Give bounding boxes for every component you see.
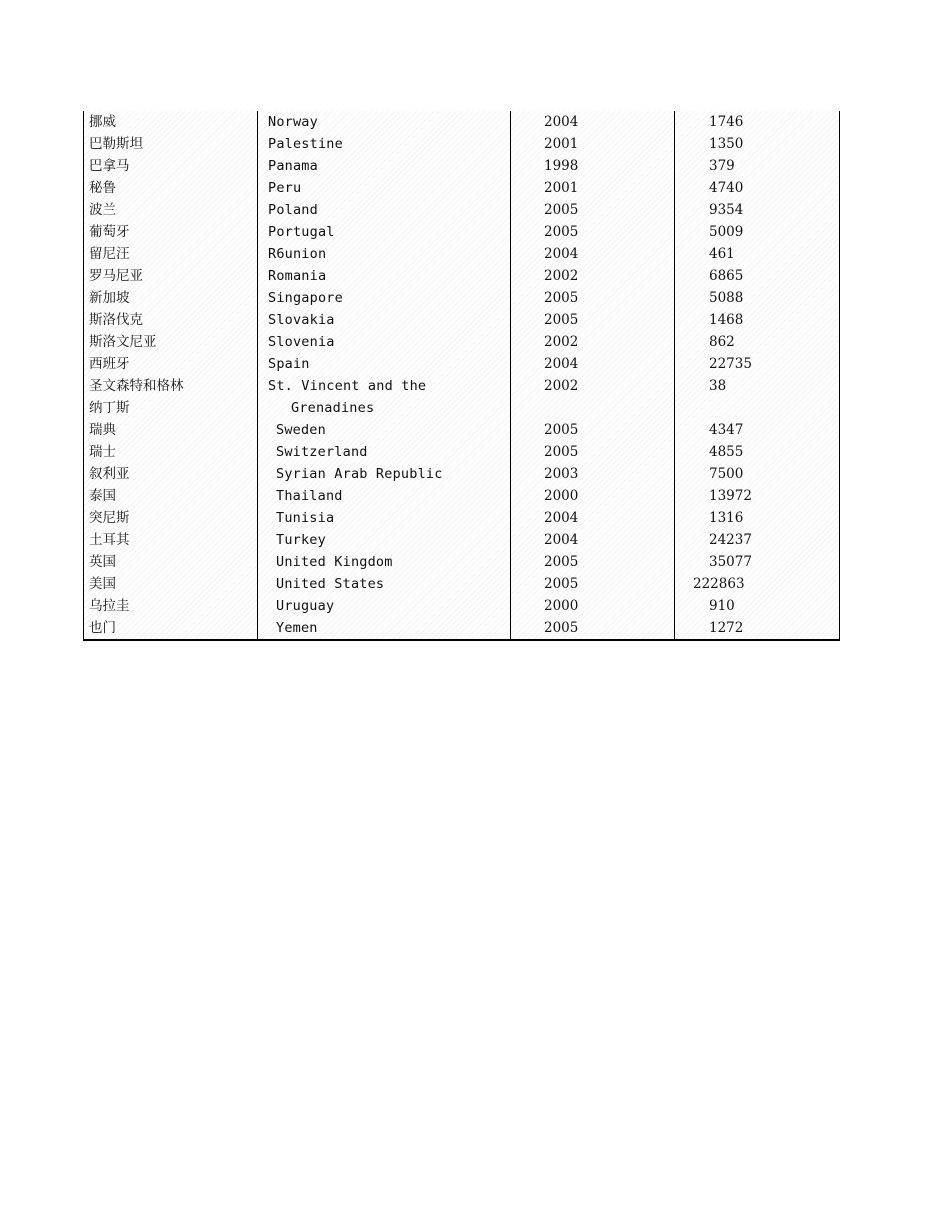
cell-english-name: R6union xyxy=(258,243,511,265)
table-row xyxy=(84,177,840,199)
cell-chinese-name: 乌拉圭 xyxy=(89,598,130,614)
cell-chinese-name: 瑞士 xyxy=(89,444,116,460)
cell-value: 4347 xyxy=(675,419,840,441)
cell-english-name: Slovakia xyxy=(258,309,511,331)
table-row xyxy=(84,595,840,617)
cell-year: 1998 xyxy=(511,155,675,177)
cell-english-name: Yemen xyxy=(258,617,511,640)
cell-english-name: Norway xyxy=(258,111,511,133)
cell-chinese-name: 圣文森特和格林 xyxy=(89,378,184,394)
cell-chinese-name: 突尼斯 xyxy=(89,510,130,526)
cell-year: 2005 xyxy=(511,441,675,463)
cell-year: 2004 xyxy=(511,111,675,133)
cell-value: 910 xyxy=(675,595,840,617)
cell-value: 1272 xyxy=(675,617,840,640)
cell-year: 2005 xyxy=(511,617,675,640)
cell-year: 2002 xyxy=(511,331,675,353)
table-row xyxy=(84,551,840,573)
cell-chinese-name: 留尼汪 xyxy=(89,246,130,262)
cell-chinese-name: 瑞典 xyxy=(89,422,116,438)
cell-value: 379 xyxy=(675,155,840,177)
cell-year: 2005 xyxy=(511,551,675,573)
cell-value: 4855 xyxy=(675,441,840,463)
cell-chinese-name: 西班牙 xyxy=(89,356,130,372)
cell-english-name: United States xyxy=(258,573,511,595)
cell-value: 1316 xyxy=(675,507,840,529)
table-row xyxy=(84,463,840,485)
cell-value: 24237 xyxy=(675,529,840,551)
cell-value: 35077 xyxy=(675,551,840,573)
cell-english-name: Turkey xyxy=(258,529,511,551)
cell-year: 2005 xyxy=(511,287,675,309)
cell-chinese-name: 秘鲁 xyxy=(89,180,116,196)
cell-value xyxy=(675,397,840,419)
table-row xyxy=(84,331,840,353)
cell-year: 2003 xyxy=(511,463,675,485)
table-row xyxy=(84,419,840,441)
cell-chinese-name: 挪威 xyxy=(89,114,116,130)
cell-value: 222863 xyxy=(675,573,840,595)
table-row xyxy=(84,485,840,507)
cell-year: 2005 xyxy=(511,199,675,221)
cell-value: 5088 xyxy=(675,287,840,309)
cell-year: 2004 xyxy=(511,353,675,375)
cell-english-name: Switzerland xyxy=(258,441,511,463)
cell-chinese-name: 波兰 xyxy=(89,202,116,218)
cell-year: 2004 xyxy=(511,529,675,551)
cell-value: 22735 xyxy=(675,353,840,375)
cell-chinese-name: 泰国 xyxy=(89,488,116,504)
table-row xyxy=(84,199,840,221)
cell-year: 2000 xyxy=(511,485,675,507)
table-row xyxy=(84,507,840,529)
table-row xyxy=(84,309,840,331)
cell-chinese-name: 英国 xyxy=(89,554,116,570)
cell-year: 2005 xyxy=(511,221,675,243)
table-row xyxy=(84,375,840,397)
table-row xyxy=(84,397,840,419)
cell-year: 2004 xyxy=(511,243,675,265)
cell-year: 2005 xyxy=(511,573,675,595)
table-row xyxy=(84,529,840,551)
cell-year xyxy=(511,397,675,419)
cell-chinese-name: 巴勒斯坦 xyxy=(89,136,143,152)
cell-year: 2005 xyxy=(511,419,675,441)
cell-chinese-name: 葡萄牙 xyxy=(89,224,130,240)
cell-year: 2005 xyxy=(511,309,675,331)
cell-year: 2004 xyxy=(511,507,675,529)
table-row xyxy=(84,573,840,595)
cell-value: 13972 xyxy=(675,485,840,507)
cell-year: 2001 xyxy=(511,177,675,199)
cell-english-name: Spain xyxy=(258,353,511,375)
table-row xyxy=(84,155,840,177)
cell-year: 2002 xyxy=(511,265,675,287)
cell-english-name: Palestine xyxy=(258,133,511,155)
cell-english-name: St. Vincent and the xyxy=(258,375,511,397)
cell-english-name: Panama xyxy=(258,155,511,177)
cell-english-name: Grenadines xyxy=(258,397,511,419)
table-row xyxy=(84,221,840,243)
cell-value: 5009 xyxy=(675,221,840,243)
cell-english-name: Peru xyxy=(258,177,511,199)
cell-year: 2000 xyxy=(511,595,675,617)
cell-chinese-name: 新加坡 xyxy=(89,290,130,306)
cell-value: 1350 xyxy=(675,133,840,155)
cell-year: 2001 xyxy=(511,133,675,155)
table-row xyxy=(84,265,840,287)
cell-value: 1746 xyxy=(675,111,840,133)
cell-value: 1468 xyxy=(675,309,840,331)
cell-english-name: United Kingdom xyxy=(258,551,511,573)
cell-value: 38 xyxy=(675,375,840,397)
cell-english-name: Syrian Arab Republic xyxy=(258,463,511,485)
cell-chinese-name: 纳丁斯 xyxy=(89,400,130,416)
cell-english-name: Tunisia xyxy=(258,507,511,529)
cell-chinese-name: 土耳其 xyxy=(89,532,130,548)
cell-value: 6865 xyxy=(675,265,840,287)
cell-year: 2002 xyxy=(511,375,675,397)
cell-english-name: Romania xyxy=(258,265,511,287)
cell-chinese-name: 叙利亚 xyxy=(89,466,130,482)
cell-english-name: Portugal xyxy=(258,221,511,243)
cell-chinese-name: 斯洛伐克 xyxy=(89,312,143,328)
cell-english-name: Sweden xyxy=(258,419,511,441)
cell-chinese-name: 罗马尼亚 xyxy=(89,268,143,284)
country-data-table xyxy=(83,111,840,641)
cell-chinese-name: 巴拿马 xyxy=(89,158,130,174)
table-row xyxy=(84,617,840,640)
cell-chinese-name: 也门 xyxy=(89,620,116,636)
cell-english-name: Poland xyxy=(258,199,511,221)
cell-chinese-name: 美国 xyxy=(89,576,116,592)
cell-chinese-name: 斯洛文尼亚 xyxy=(89,334,157,350)
table-row xyxy=(84,353,840,375)
cell-english-name: Slovenia xyxy=(258,331,511,353)
cell-value: 862 xyxy=(675,331,840,353)
cell-english-name: Thailand xyxy=(258,485,511,507)
table-row xyxy=(84,287,840,309)
cell-english-name: Uruguay xyxy=(258,595,511,617)
table-row xyxy=(84,243,840,265)
cell-value: 9354 xyxy=(675,199,840,221)
table-row xyxy=(84,133,840,155)
table-row xyxy=(84,441,840,463)
cell-value: 4740 xyxy=(675,177,840,199)
cell-english-name: Singapore xyxy=(258,287,511,309)
cell-value: 7500 xyxy=(675,463,840,485)
cell-value: 461 xyxy=(675,243,840,265)
table-row xyxy=(84,111,840,133)
